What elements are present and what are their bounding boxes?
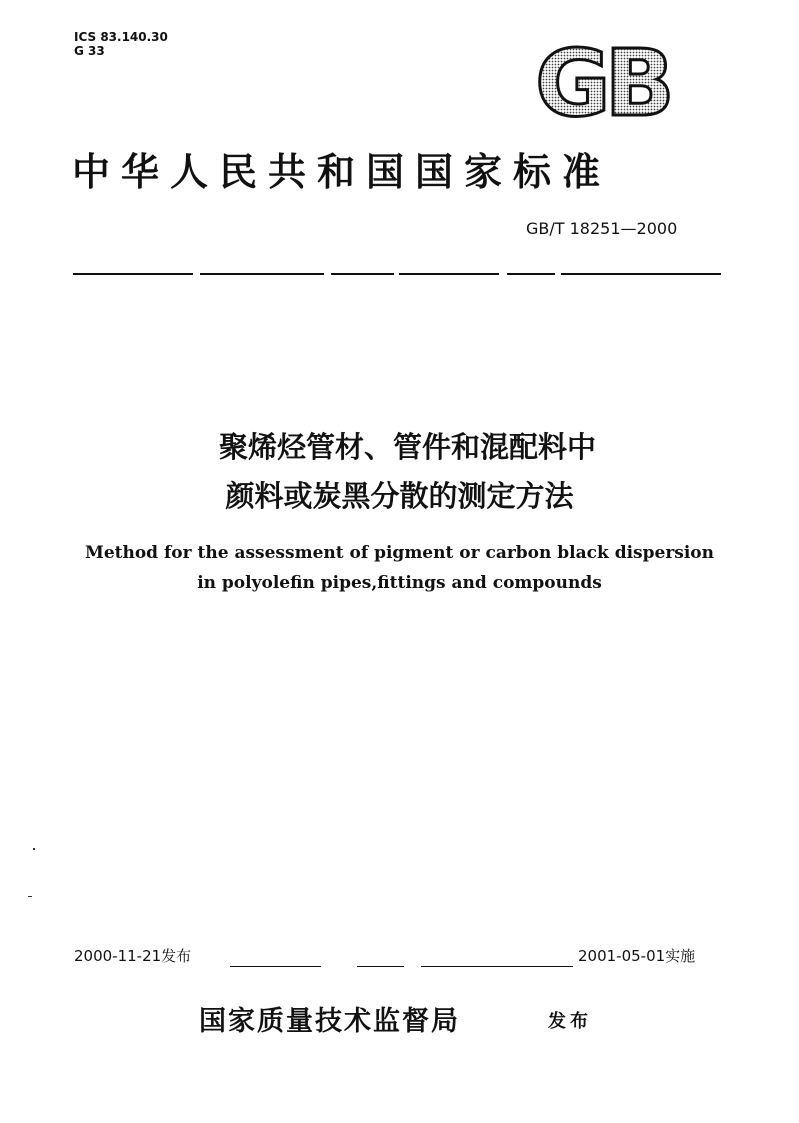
title-zh-line1: 聚烯烃管材、管件和混配料中	[218, 430, 596, 464]
date-rule	[421, 966, 573, 967]
ccs-code: G 33	[74, 44, 105, 58]
implementation-date: 2001-05-01实施	[578, 947, 696, 965]
issue-date: 2000-11-21发布	[74, 947, 192, 965]
standard-number: GB/T 18251—2000	[526, 219, 678, 238]
divider-gap	[394, 272, 399, 276]
title-en-line1: Method for the assessment of pigment or carbon black dispersion	[85, 543, 714, 563]
title-en-line2: in polyolefin pipes,fittings and compounds	[197, 573, 602, 593]
title-zh-line2: 颜料或炭黑分散的测定方法	[225, 479, 574, 513]
gb-logo	[530, 42, 675, 122]
date-rule	[230, 966, 321, 967]
date-rule	[357, 966, 404, 967]
standard-type-banner: 中华人民共和国国家标准	[72, 149, 612, 194]
issuing-authority: 国家质量技术监督局	[199, 1006, 460, 1037]
scan-speck	[33, 848, 35, 850]
divider-gap	[555, 272, 561, 276]
gb-logo-text: GB	[535, 42, 669, 122]
classification-codes	[74, 30, 168, 58]
scan-speck	[28, 896, 32, 897]
ics-code: ICS 83.140.30	[74, 30, 168, 44]
divider-gap	[499, 272, 507, 276]
issue-label: 发布	[548, 1011, 592, 1032]
divider-gap	[193, 272, 200, 276]
divider-gap	[324, 272, 331, 276]
